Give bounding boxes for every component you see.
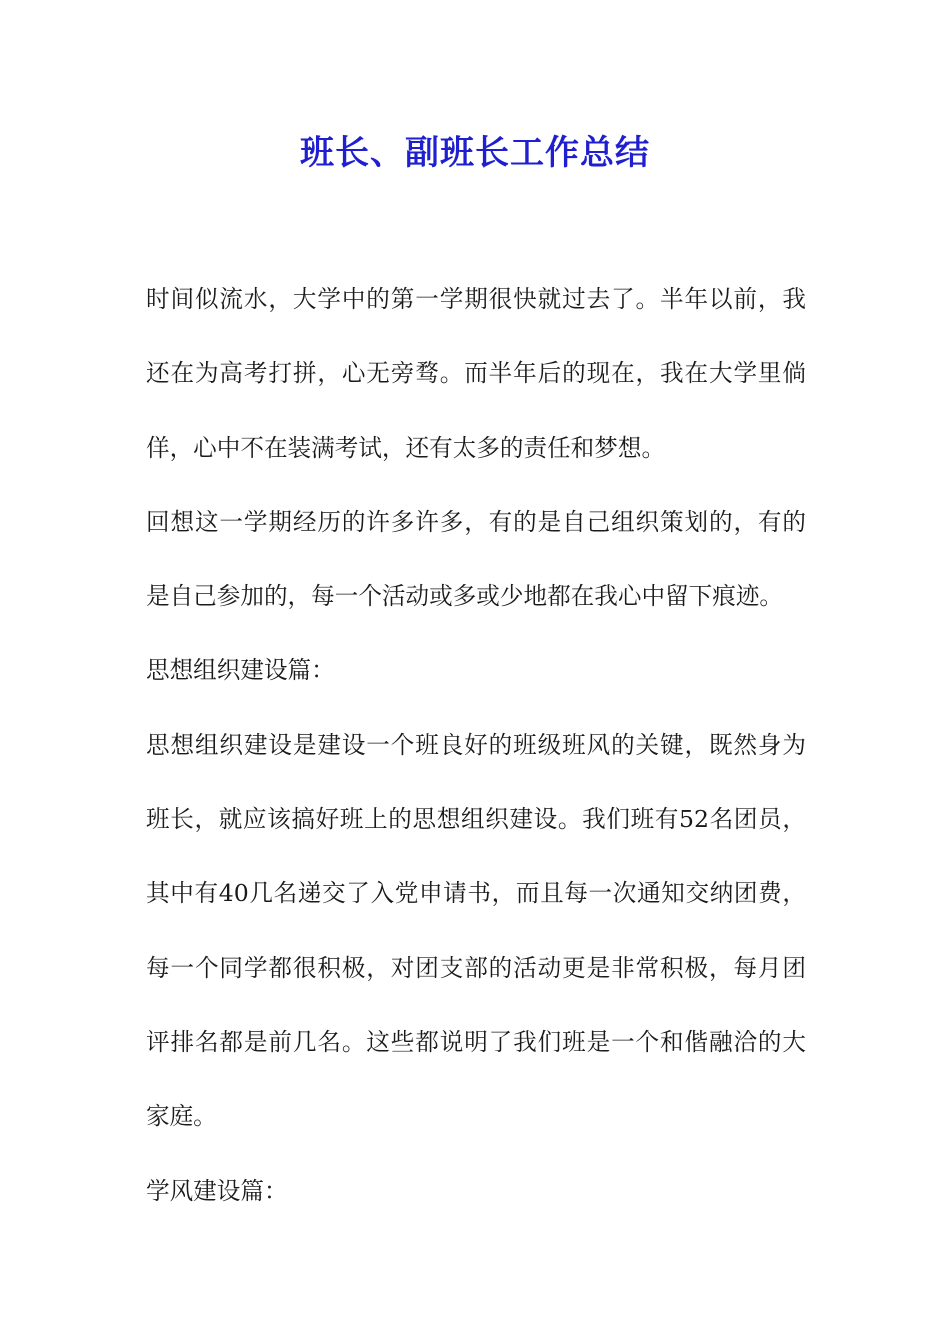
document-body bbox=[146, 262, 806, 1228]
section-heading-study-style: 学风建设篇： bbox=[146, 1176, 288, 1205]
paragraph-ideology: 思想组织建设是建设一个班良好的班级班风的关键，既然身为班长，就应该搞好班上的思想组织建设。我们班有52名团员，其中有40几名递交了入党申请书，而且每一次通知交纳团费，每一个同学都很积极，对团支部的活动更是非常积极，每月团评排名都是前几名。这些都说明了我们班是一个和偕融洽的大家庭。 bbox=[146, 730, 806, 1131]
paragraph-intro: 时间似流水，大学中的第一学期很快就过去了。半年以前，我还在为高考打拼，心无旁骛。而半年后的现在，我在大学里倘佯，心中不在装满考试，还有太多的责任和梦想。 bbox=[146, 285, 806, 462]
section-heading-ideology: 思想组织建设篇： bbox=[146, 656, 335, 685]
document-title: 班长、副班长工作总结 bbox=[300, 133, 650, 173]
paragraph-recall: 回想这一学期经历的许多许多，有的是自己组织策划的，有的是自己参加的，每一个活动或多或少地都在我心中留下痕迹。 bbox=[146, 507, 806, 611]
